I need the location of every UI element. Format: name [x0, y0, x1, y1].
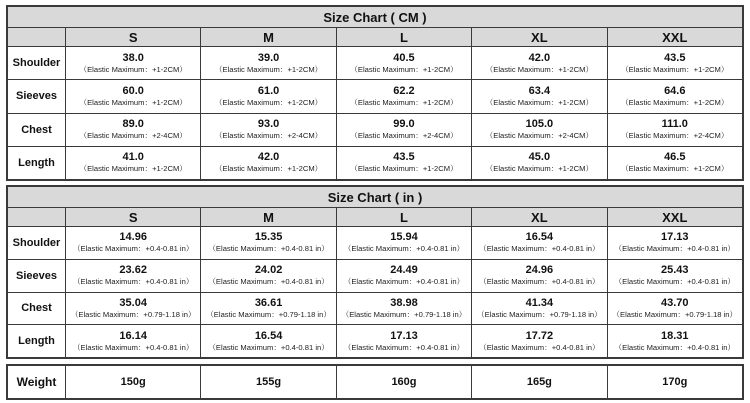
elastic-note: （Elastic Maximum：+1-2CM） [79, 64, 187, 74]
elastic-note: （Elastic Maximum：+1-2CM） [621, 64, 729, 74]
elastic-note: （Elastic Maximum：+1-2CM） [214, 164, 323, 174]
elastic-note: （Elastic Maximum：+0.4-0.81 in） [208, 277, 329, 287]
row-label: Shoulder [8, 47, 66, 80]
value: 16.14 [119, 329, 147, 342]
value: 41.0 [122, 151, 144, 164]
table-title: Size Chart ( CM ) [8, 7, 743, 28]
value-cell [607, 80, 742, 113]
elastic-note: （Elastic Maximum：+0.79-1.18 in） [612, 309, 738, 319]
value: 36.61 [254, 296, 283, 309]
value-cell [201, 227, 336, 260]
size-header-row [8, 28, 743, 47]
elastic-note: （Elastic Maximum：+1-2CM） [79, 164, 187, 174]
elastic-note: （Elastic Maximum：+0.4-0.81 in） [208, 342, 329, 352]
row-label: Length [8, 146, 66, 179]
value: 42.0 [257, 151, 280, 164]
value-cell [336, 80, 471, 113]
elastic-note: （Elastic Maximum：+0.4-0.81 in） [343, 342, 465, 352]
elastic-note: （Elastic Maximum：+2-4CM） [214, 131, 323, 141]
value-cell [472, 47, 607, 80]
weight-value: 150g [66, 366, 201, 399]
value-cell [66, 325, 201, 358]
table-row [8, 80, 743, 113]
value: 24.02 [254, 264, 283, 277]
value-cell [607, 146, 742, 179]
value-cell [201, 146, 336, 179]
row-label: Sieeves [8, 80, 66, 113]
value-cell [336, 259, 471, 292]
value-cell [66, 80, 201, 113]
weight-label: Weight [8, 366, 66, 399]
value-cell [201, 259, 336, 292]
elastic-note: （Elastic Maximum：+0.4-0.81 in） [208, 244, 329, 254]
elastic-note: （Elastic Maximum：+1-2CM） [485, 164, 594, 174]
value-cell [66, 47, 201, 80]
value-cell [201, 47, 336, 80]
value: 43.70 [661, 296, 689, 309]
size-header: S [66, 28, 201, 47]
elastic-note: （Elastic Maximum：+0.4-0.81 in） [614, 244, 736, 254]
value: 41.34 [525, 296, 554, 309]
value-cell [472, 259, 607, 292]
weight-panel [6, 364, 744, 400]
value: 15.94 [390, 231, 418, 244]
elastic-note: （Elastic Maximum：+0.4-0.81 in） [72, 342, 194, 352]
table-row [8, 292, 743, 325]
value-cell [607, 259, 742, 292]
value: 60.0 [122, 84, 144, 97]
value-cell [472, 146, 607, 179]
value: 17.13 [390, 329, 418, 342]
elastic-note: （Elastic Maximum：+0.79-1.18 in） [70, 309, 196, 319]
value: 64.6 [664, 84, 686, 97]
elastic-note: （Elastic Maximum：+0.4-0.81 in） [343, 244, 465, 254]
size-header-row [8, 208, 743, 227]
value: 35.04 [119, 296, 147, 309]
value: 42.0 [528, 51, 551, 64]
value: 61.0 [257, 84, 280, 97]
size-chart-cm-table [7, 6, 743, 180]
row-label: Chest [8, 113, 66, 146]
corner-cell [8, 208, 66, 227]
elastic-note: （Elastic Maximum：+1-2CM） [350, 164, 458, 174]
elastic-note: （Elastic Maximum：+2-4CM） [79, 131, 187, 141]
size-header: L [336, 28, 471, 47]
value: 39.0 [257, 51, 280, 64]
size-chart-in [6, 185, 744, 359]
size-header: XL [472, 208, 607, 227]
value: 24.96 [525, 264, 554, 277]
weight-value: 165g [472, 366, 607, 399]
value: 40.5 [393, 51, 415, 64]
value: 16.54 [525, 231, 554, 244]
value-cell [201, 80, 336, 113]
elastic-note: （Elastic Maximum：+1-2CM） [621, 164, 729, 174]
row-label: Shoulder [8, 227, 66, 260]
value: 14.96 [119, 231, 147, 244]
value-cell [607, 325, 742, 358]
elastic-note: （Elastic Maximum：+1-2CM） [350, 64, 458, 74]
elastic-note: （Elastic Maximum：+1-2CM） [214, 97, 323, 107]
size-header: XXL [607, 208, 742, 227]
value: 63.4 [528, 84, 551, 97]
elastic-note: （Elastic Maximum：+0.4-0.81 in） [72, 277, 194, 287]
value-cell [472, 80, 607, 113]
value-cell [201, 113, 336, 146]
value-cell [66, 113, 201, 146]
elastic-note: （Elastic Maximum：+0.4-0.81 in） [72, 244, 194, 254]
size-header: XL [472, 28, 607, 47]
value: 93.0 [257, 118, 280, 131]
elastic-note: （Elastic Maximum：+0.79-1.18 in） [206, 309, 331, 319]
size-header: M [201, 28, 336, 47]
elastic-note: （Elastic Maximum：+1-2CM） [79, 97, 187, 107]
elastic-note: （Elastic Maximum：+0.79-1.18 in） [477, 309, 602, 319]
table-title-row [8, 7, 743, 28]
row-label: Length [8, 325, 66, 358]
table-row [8, 227, 743, 260]
value-cell [336, 146, 471, 179]
value-cell [472, 292, 607, 325]
elastic-note: （Elastic Maximum：+0.4-0.81 in） [479, 277, 600, 287]
value: 38.98 [390, 296, 418, 309]
elastic-note: （Elastic Maximum：+0.79-1.18 in） [341, 309, 467, 319]
value-cell [66, 259, 201, 292]
value: 111.0 [661, 118, 688, 131]
weight-row [8, 366, 743, 399]
value-cell [336, 325, 471, 358]
value: 17.13 [661, 231, 689, 244]
value-cell [336, 113, 471, 146]
value-cell [472, 227, 607, 260]
weight-table [7, 365, 743, 399]
value-cell [607, 47, 742, 80]
elastic-note: （Elastic Maximum：+2-4CM） [621, 131, 729, 141]
value-cell [336, 292, 471, 325]
value: 46.5 [664, 151, 686, 164]
row-label: Chest [8, 292, 66, 325]
value-cell [201, 292, 336, 325]
size-header: S [66, 208, 201, 227]
elastic-note: （Elastic Maximum：+2-4CM） [485, 131, 594, 141]
value: 16.54 [254, 329, 283, 342]
elastic-note: （Elastic Maximum：+1-2CM） [350, 97, 458, 107]
value: 105.0 [525, 118, 554, 131]
value: 17.72 [525, 329, 554, 342]
table-row [8, 259, 743, 292]
weight-value: 155g [201, 366, 336, 399]
size-chart-in-table [7, 186, 743, 358]
elastic-note: （Elastic Maximum：+0.4-0.81 in） [614, 342, 736, 352]
value-cell [607, 227, 742, 260]
weight-value: 160g [336, 366, 471, 399]
value: 45.0 [528, 151, 551, 164]
weight-value: 170g [607, 366, 742, 399]
elastic-note: （Elastic Maximum：+1-2CM） [214, 64, 323, 74]
value-cell [201, 325, 336, 358]
value: 25.43 [661, 264, 689, 277]
table-row [8, 146, 743, 179]
value: 43.5 [393, 151, 415, 164]
table-title-row [8, 187, 743, 208]
elastic-note: （Elastic Maximum：+2-4CM） [350, 131, 458, 141]
value: 62.2 [393, 84, 415, 97]
value-cell [66, 292, 201, 325]
elastic-note: （Elastic Maximum：+1-2CM） [621, 97, 729, 107]
value-cell [66, 227, 201, 260]
value-cell [607, 113, 742, 146]
elastic-note: （Elastic Maximum：+0.4-0.81 in） [479, 244, 600, 254]
value: 38.0 [122, 51, 144, 64]
value-cell [472, 325, 607, 358]
value: 18.31 [661, 329, 689, 342]
value-cell [336, 47, 471, 80]
elastic-note: （Elastic Maximum：+0.4-0.81 in） [343, 277, 465, 287]
corner-cell [8, 28, 66, 47]
table-row [8, 47, 743, 80]
value-cell [472, 113, 607, 146]
table-row [8, 325, 743, 358]
elastic-note: （Elastic Maximum：+1-2CM） [485, 97, 594, 107]
elastic-note: （Elastic Maximum：+0.4-0.81 in） [479, 342, 600, 352]
value: 24.49 [390, 264, 418, 277]
value: 43.5 [664, 51, 686, 64]
size-chart-cm [6, 5, 744, 181]
value-cell [66, 146, 201, 179]
size-header: L [336, 208, 471, 227]
value-cell [607, 292, 742, 325]
value: 99.0 [393, 118, 415, 131]
value: 23.62 [119, 264, 147, 277]
value: 89.0 [122, 118, 144, 131]
size-header: XXL [607, 28, 742, 47]
elastic-note: （Elastic Maximum：+0.4-0.81 in） [614, 277, 736, 287]
row-label: Sieeves [8, 259, 66, 292]
table-title: Size Chart ( in ) [8, 187, 743, 208]
value-cell [336, 227, 471, 260]
size-header: M [201, 208, 336, 227]
value: 15.35 [254, 231, 283, 244]
table-row [8, 113, 743, 146]
elastic-note: （Elastic Maximum：+1-2CM） [485, 64, 594, 74]
